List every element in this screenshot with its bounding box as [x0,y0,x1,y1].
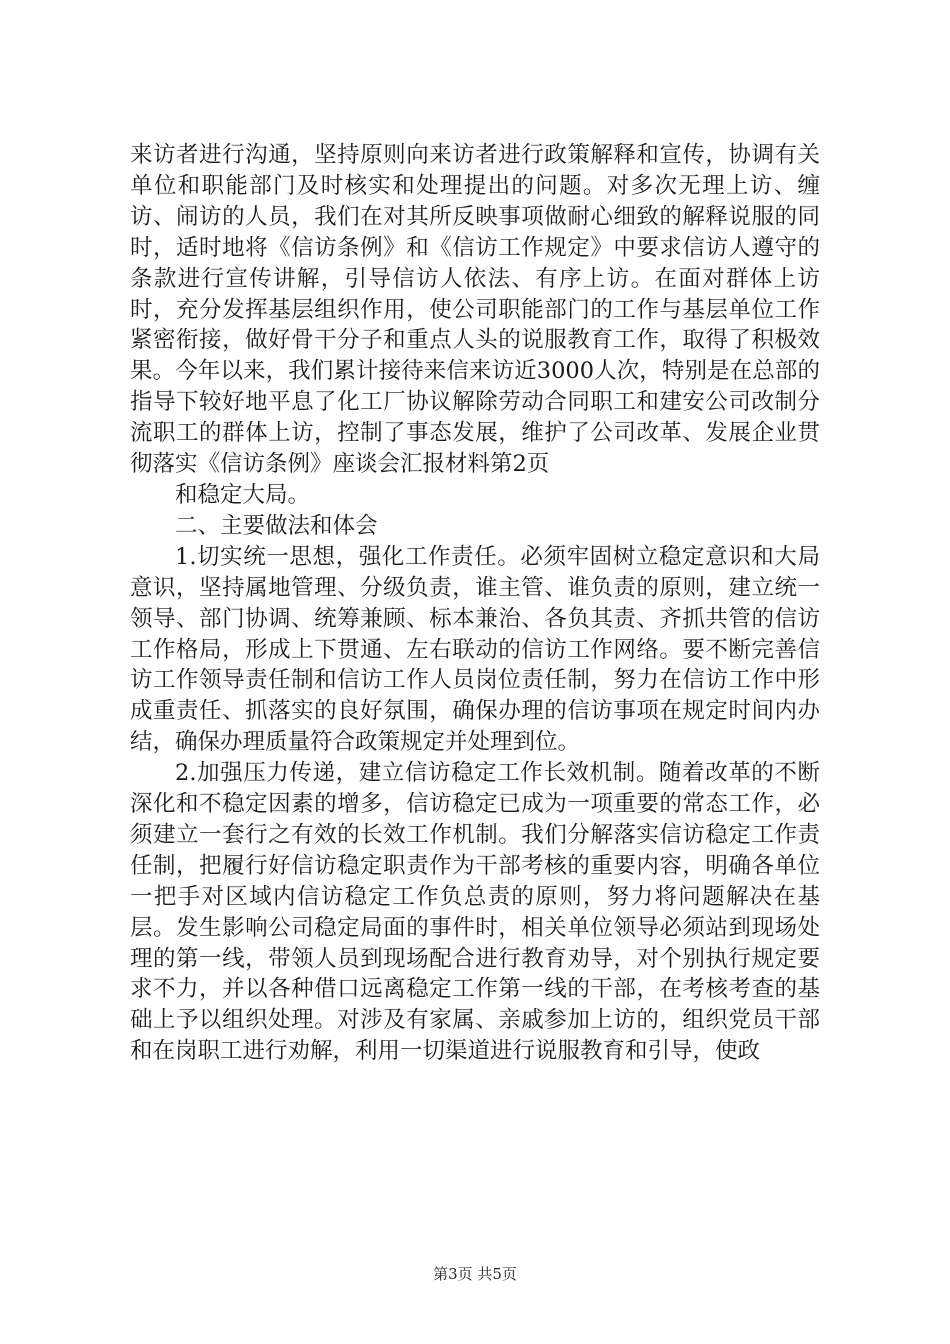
paragraph-point-1: 1.切实统一思想，强化工作责任。必须牢固树立稳定意识和大局意识，坚持属地管理、分级负责，谁主管、谁负责的原则，建立统一领导、部门协调、统筹兼顾、标本兼治、各负其责、齐抓共管的信访工作格局，形成上下贯通、左右联动的信访工作网络。要不断完善信访工作领导责任制和信访工作人员岗位责任制，努力在信访工作中形成重责任、抓落实的良好氛围，确保办理的信访事项在规定时间内办结，确保办理质量符合政策规定并处理到位。 [130,543,820,756]
paragraph-point-2: 2.加强压力传递，建立信访稳定工作长效机制。随着改革的不断深化和不稳定因素的增多，信访稳定已成为一项重要的常态工作，必须建立一套行之有效的长效工作机制。我们分解落实信访稳定工作责任制，把履行好信访稳定职责作为干部考核的重要内容，明确各单位一把手对区域内信访稳定工作负总责的原则，努力将问题解决在基层。发生影响公司稳定局面的事件时，相关单位领导必须站到现场处理的第一线，带领人员到现场配合进行教育劝导，对个别执行规定要求不力，并以各种借口远离稳定工作第一线的干部，在考核考查的基础上予以组织处理。对涉及有家属、亲戚参加上访的，组织党员干部和在岗职工进行劝解，利用一切渠道进行说服教育和引导，使政 [130,760,820,1065]
section-heading: 二、主要做法和体会 [175,512,378,539]
page-number-footer: 第3页 共5页 [433,1265,517,1283]
paragraph-stable-overall: 和稳定大局。 [175,481,311,508]
paragraph-continuation: 来访者进行沟通，坚持原则向来访者进行政策解释和宣传，协调有关单位和职能部门及时核实和处理提出的问题。对多次无理上访、缠访、闹访的人员，我们在对其所反映事项做耐心细致的解释说服的同时，适时地将《信访条例》和《信访工作规定》中要求信访人遵守的条款进行宣传讲解，引导信访人依法、有序上访。在面对群体上访时，充分发挥基层组织作用，使公司职能部门的工作与基层单位工作紧密衔接，做好骨干分子和重点人头的说服教育工作，取得了积极效果。今年以来，我们累计接待来信来访近3000人次，特别是在总部的指导下较好地平息了化工厂协议解除劳动合同职工和建安公司改制分流职工的群体上访，控制了事态发展，维护了公司改革、发展企业贯彻落实《信访条例》座谈会汇报材料第2页 [130,142,820,478]
document-body [130,140,820,1067]
